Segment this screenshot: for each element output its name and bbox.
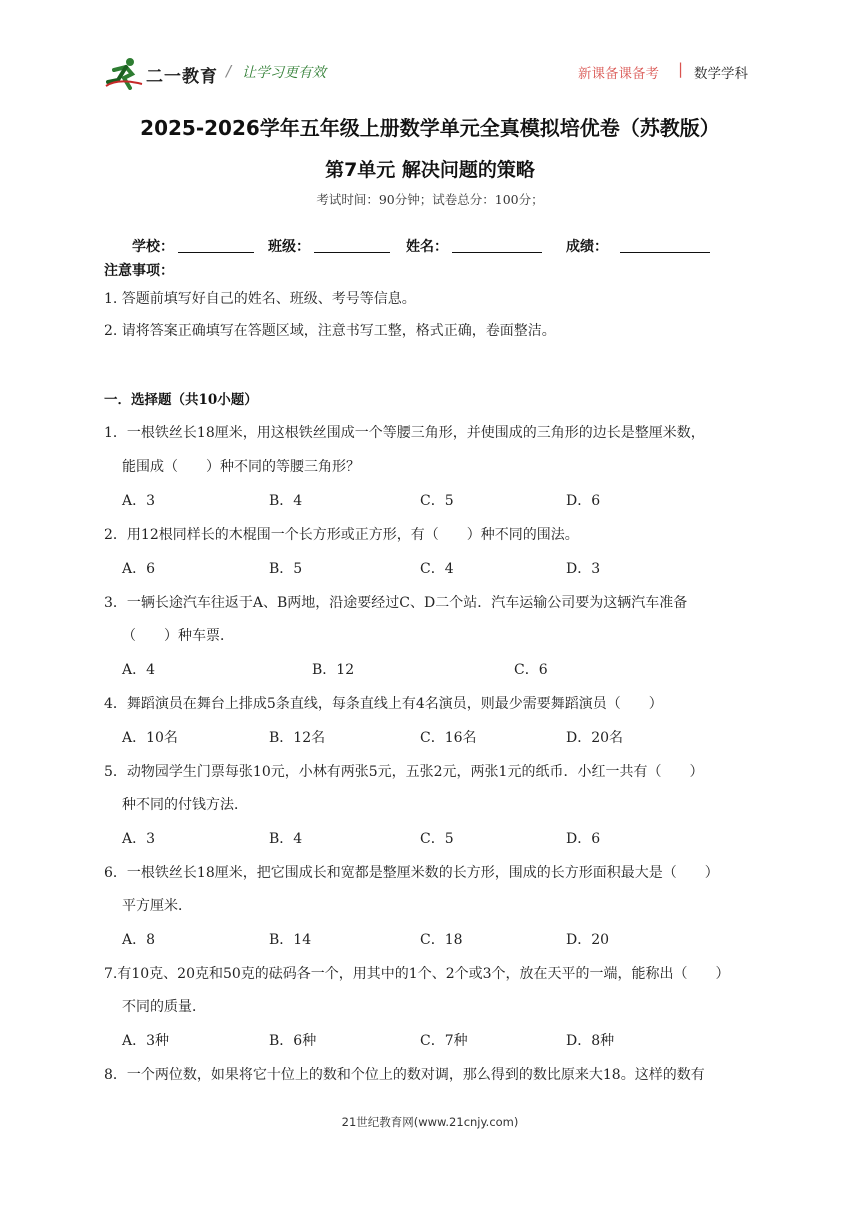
option-a[interactable]: A．3 — [122, 493, 156, 509]
option-b[interactable]: B．4 — [269, 493, 303, 509]
option-b[interactable]: B．6种 — [269, 1033, 317, 1049]
exam-info: 考试时间：90分钟；试卷总分：100分； — [316, 192, 544, 207]
option-c[interactable]: C．4 — [420, 561, 454, 577]
option-c[interactable]: C．5 — [420, 831, 454, 847]
question-1-text-cont: 能围成（ ）种不同的等腰三角形？ — [122, 459, 360, 475]
name-label: 姓名： — [406, 239, 448, 255]
option-a[interactable]: A．4 — [122, 662, 156, 678]
note-item: 1. 答题前填写好自己的姓名、班级、考号等信息。 — [104, 291, 416, 307]
notes-title: 注意事项： — [104, 263, 174, 279]
header-subject: 数学学科 — [694, 66, 748, 82]
option-b[interactable]: B．5 — [269, 561, 303, 577]
option-b[interactable]: B．12 — [312, 662, 355, 678]
header-separator: | — [678, 60, 684, 78]
class-field[interactable] — [314, 252, 390, 253]
option-a[interactable]: A．8 — [122, 932, 156, 948]
option-a[interactable]: A．6 — [122, 561, 156, 577]
option-c[interactable]: C．6 — [514, 662, 548, 678]
unit-title: 第7单元 解决问题的策略 — [325, 159, 535, 181]
question-1-text: 1．一根铁丝长18厘米，用这根铁丝围成一个等腰三角形，并使围成的三角形的边长是整厘米数， — [104, 425, 705, 441]
school-field[interactable] — [178, 252, 254, 253]
question-5-text: 5．动物园学生门票每张10元，小林有两张5元，五张2元，两张1元的纸币．小红一共有（ ） — [104, 764, 704, 780]
option-c[interactable]: C．5 — [420, 493, 454, 509]
name-field[interactable] — [452, 252, 542, 253]
option-a[interactable]: A．3 — [122, 831, 156, 847]
question-3-text-cont: （ ）种车票． — [122, 628, 234, 644]
option-c[interactable]: C．16名 — [420, 730, 477, 746]
option-d[interactable]: D．3 — [566, 561, 601, 577]
option-c[interactable]: C．7种 — [420, 1033, 468, 1049]
option-b[interactable]: B．12名 — [269, 730, 326, 746]
option-d[interactable]: D．20名 — [566, 730, 624, 746]
page-footer: 21世纪教育网(www.21cnjy.com) — [341, 1115, 519, 1129]
option-d[interactable]: D．8种 — [566, 1033, 615, 1049]
option-c[interactable]: C．18 — [420, 932, 463, 948]
question-8-text: 8．一个两位数，如果将它十位上的数和个位上的数对调，那么得到的数比原来大18。这样的数有 — [104, 1067, 705, 1083]
note-item: 2. 请将答案正确填写在答题区域，注意书写工整，格式正确，卷面整洁。 — [104, 323, 556, 339]
question-2-text: 2．用12根同样长的木棍围一个长方形或正方形，有（ ）种不同的围法。 — [104, 527, 579, 543]
question-4-text: 4．舞蹈演员在舞台上排成5条直线，每条直线上有4名演员，则最少需要舞蹈演员（ ） — [104, 696, 663, 712]
header-tag: 新课备课备考 — [578, 66, 659, 82]
logo-text: 二一教育 — [146, 67, 218, 87]
question-3-text: 3．一辆长途汽车往返于A、B两地，沿途要经过C、D二个站．汽车运输公司要为这辆汽车准备 — [104, 595, 688, 611]
option-a[interactable]: A．3种 — [122, 1033, 170, 1049]
section-title: 一．选择题（共10小题） — [104, 392, 258, 408]
slogan-divider: / — [226, 62, 232, 80]
school-label: 学校： — [132, 239, 174, 255]
slogan: 让学习更有效 — [242, 65, 326, 81]
question-6-text: 6．一根铁丝长18厘米，把它围成长和宽都是整厘米数的长方形，围成的长方形面积最大是（ ） — [104, 865, 719, 881]
score-field[interactable] — [620, 252, 710, 253]
question-6-text-cont: 平方厘米． — [122, 898, 192, 914]
score-label: 成绩： — [566, 239, 608, 255]
option-b[interactable]: B．14 — [269, 932, 312, 948]
option-a[interactable]: A．10名 — [122, 730, 178, 746]
option-d[interactable]: D．20 — [566, 932, 610, 948]
class-label: 班级： — [268, 239, 310, 255]
option-d[interactable]: D．6 — [566, 493, 601, 509]
page-title: 2025-2026学年五年级上册数学单元全真模拟培优卷（苏教版） — [140, 116, 720, 140]
question-7-text-cont: 不同的质量． — [122, 999, 206, 1015]
question-7-text: 7.有10克、20克和50克的砝码各一个，用其中的1个、2个或3个，放在天平的一端，能称出（ ） — [104, 966, 730, 982]
question-5-text-cont: 种不同的付钱方法． — [122, 797, 248, 813]
running-person-logo-icon — [104, 56, 144, 90]
option-b[interactable]: B．4 — [269, 831, 303, 847]
option-d[interactable]: D．6 — [566, 831, 601, 847]
